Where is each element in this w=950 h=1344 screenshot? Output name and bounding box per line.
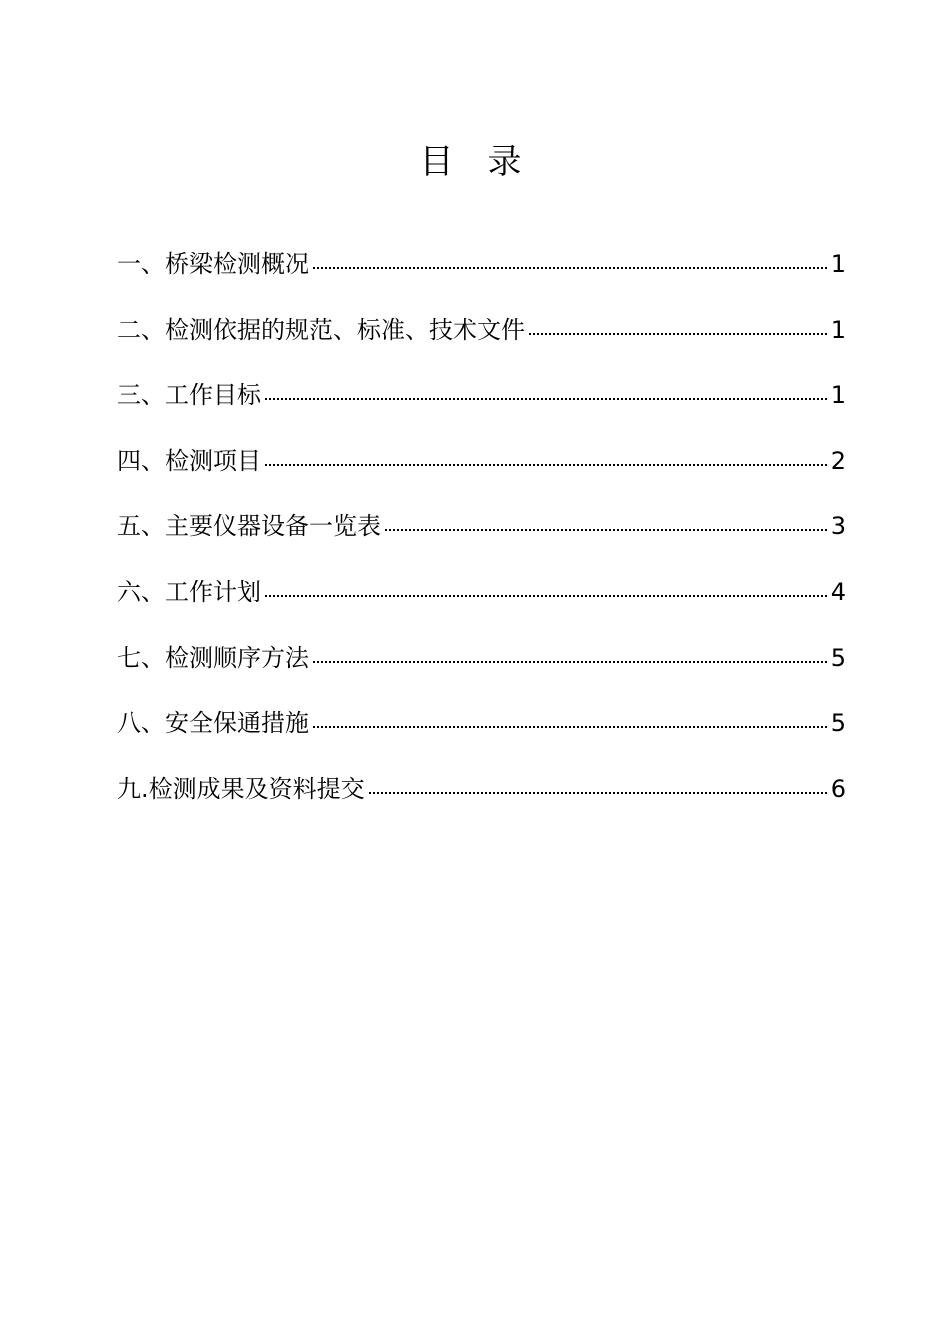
toc-entry-page-number: 4: [830, 577, 846, 606]
toc-entry-label: 三、工作目标: [117, 381, 261, 410]
toc-entry-label: 九.检测成果及资料提交: [117, 774, 365, 803]
toc-entry-label: 一、桥梁检测概况: [117, 250, 309, 278]
dot-leader: [313, 724, 827, 728]
dot-leader: [265, 396, 827, 400]
toc-entry-page-number: 1: [830, 315, 846, 344]
dot-leader: [265, 462, 827, 466]
table-of-contents: [117, 242, 846, 832]
toc-entry-page-number: 6: [830, 774, 846, 803]
dot-leader: [313, 265, 827, 269]
toc-entry-label: 七、检测顺序方法: [117, 643, 309, 672]
toc-entry-5[interactable]: [117, 504, 846, 570]
dot-leader: [313, 659, 827, 663]
toc-entry-page-number: 1: [830, 250, 846, 278]
toc-entry-4[interactable]: [117, 439, 846, 505]
dot-leader: [529, 331, 827, 335]
dot-leader: [369, 790, 827, 794]
toc-entry-label: 六、工作计划: [117, 577, 261, 606]
toc-entry-7[interactable]: [117, 636, 846, 702]
toc-entry-label: 二、检测依据的规范、标准、技术文件: [117, 315, 525, 344]
toc-entry-2[interactable]: [117, 308, 846, 374]
toc-entry-page-number: 5: [830, 709, 846, 738]
toc-entry-8[interactable]: [117, 701, 846, 767]
dot-leader: [265, 593, 827, 597]
toc-entry-label: 八、安全保通措施: [117, 709, 309, 738]
toc-entry-page-number: 1: [830, 381, 846, 410]
toc-entry-label: 五、主要仪器设备一览表: [117, 512, 381, 541]
toc-entry-6[interactable]: [117, 570, 846, 636]
toc-entry-1[interactable]: [117, 242, 846, 308]
toc-entry-page-number: 2: [830, 446, 846, 475]
toc-entry-page-number: 5: [830, 643, 846, 672]
dot-leader: [385, 527, 827, 531]
toc-title: 目录: [419, 142, 556, 182]
toc-entry-9[interactable]: [117, 767, 846, 833]
toc-entry-3[interactable]: [117, 373, 846, 439]
toc-entry-label: 四、检测项目: [117, 446, 261, 475]
toc-entry-page-number: 3: [830, 512, 846, 541]
